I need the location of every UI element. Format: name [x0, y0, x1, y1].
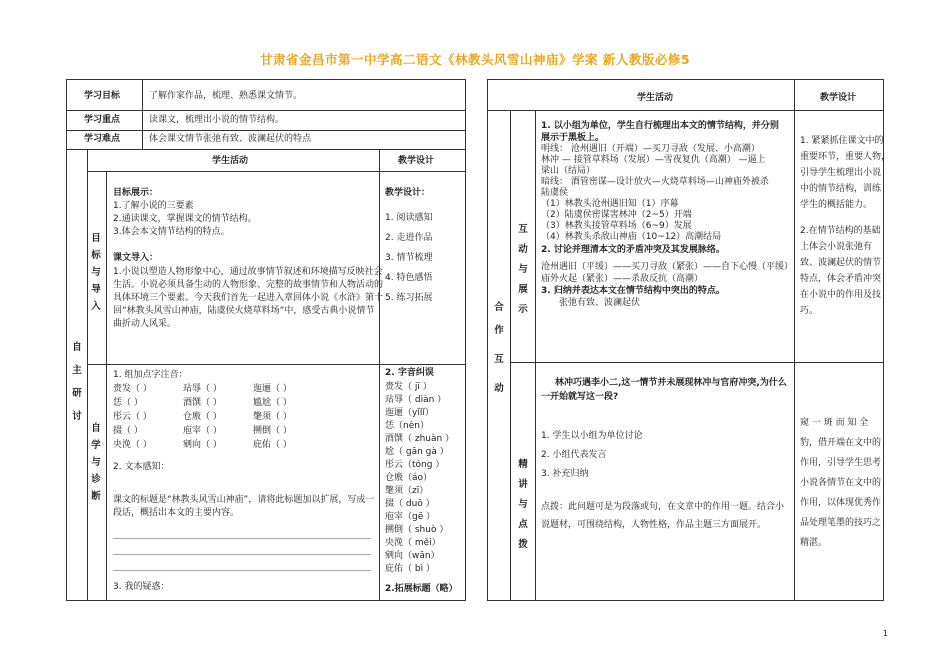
- page-number: 1: [882, 629, 888, 638]
- objective-label: 学习目标: [84, 91, 121, 101]
- answer-line[interactable]: [113, 570, 371, 571]
- section-goal-intro-label: 目 标 与 导 入: [91, 233, 101, 312]
- key-point-label: 学习重点: [84, 115, 121, 125]
- answer-line[interactable]: [113, 554, 371, 555]
- self-study-side-label: 自 主 研 讨: [72, 342, 82, 422]
- cooperation-side-label: 合 作 互 动: [494, 302, 504, 394]
- teaching-design-header: 教学设计: [820, 93, 857, 103]
- section-interaction-label: 互 动 与 展 示: [518, 224, 528, 315]
- my-questions: 3. 我的疑惑：: [113, 582, 170, 592]
- objective-text: 了解作家作品，梳理、熟悉课文情节。: [149, 91, 303, 101]
- teaching-design-header: 教学设计: [398, 156, 435, 166]
- answer-line[interactable]: [113, 538, 371, 539]
- key-point-text: 读课文，梳理出小说的情节结构。: [149, 115, 285, 125]
- difficulty-text: 体会课文情节张弛有致、波澜起伏的特点: [149, 134, 312, 144]
- section-self-study-label: 自 学 与 诊 断: [91, 423, 101, 502]
- section-explanation-label: 精 讲 与 点 拨: [518, 459, 528, 550]
- difficulty-label: 学习难点: [84, 134, 121, 144]
- page-title: 甘肃省金昌市第一中学高二语文《林教头风雪山神庙》学案 新人教版必修5: [259, 52, 691, 67]
- student-activity-header: 学生活动: [637, 93, 674, 103]
- student-activity-header: 学生活动: [212, 156, 249, 166]
